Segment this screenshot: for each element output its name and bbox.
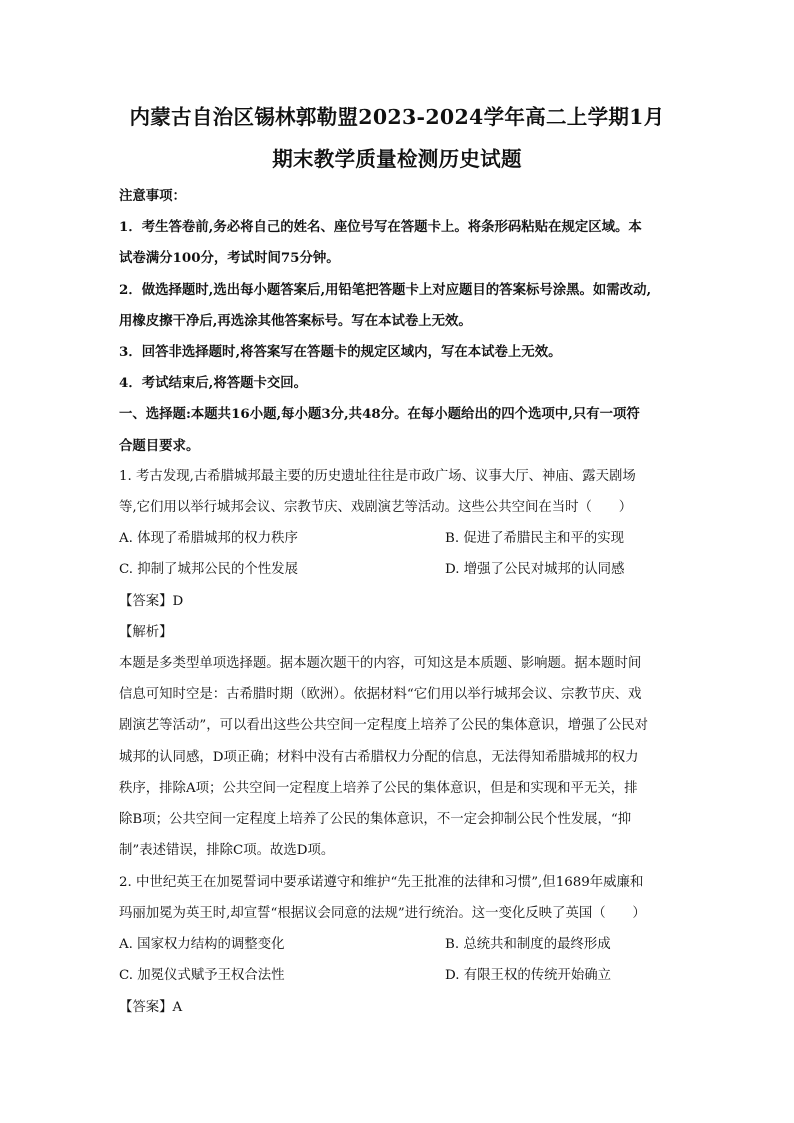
question-1-analysis-line: 剧演艺等活动”，可以看出这些公共空间一定程度上培养了公民的集体意识，增强了公民对 [119,718,649,733]
question-1-stem-line1: 1. 考古发现,古希腊城邦最主要的历史遗址往往是市政广场、议事大厅、神庙、露天剧场 [119,469,636,484]
question-1-answer: 【答案】D [119,594,184,609]
notice-heading: 注意事项： [119,188,186,204]
question-1-option-c: C. 抑制了城邦公民的个性发展 [119,562,298,577]
exam-title-line1: 内蒙古自治区锡林郭勒盟2023-2024学年高二上学期1月 [129,105,665,129]
question-2-option-b: B. 总统共和制度的最终形成 [445,937,611,952]
question-1-stem-line2: 等,它们用以举行城邦会议、宗教节庆、戏剧演艺等活动。这些公共空间在当时（ ） [119,500,633,515]
question-2-option-c: C. 加冕仪式赋予王权合法性 [119,968,285,983]
question-2-option-d: D. 有限王权的传统开始确立 [445,968,612,983]
question-1-option-a: A. 体现了希腊城邦的权力秩序 [119,531,298,546]
notice-item-1-line1: 1．考生答卷前,务必将自己的姓名、座位号写在答题卡上。将条形码粘贴在规定区域。本 [119,219,642,235]
notice-item-2-line1: 2．做选择题时,选出每小题答案后,用铅笔把答题卡上对应题目的答案标号涂黑。如需改动, [119,282,652,298]
notice-item-3: 3．回答非选择题时,将答案写在答题卡的规定区域内，写在本试卷上无效。 [119,344,562,360]
question-1-analysis-line: 秩序，排除A项；公共空间一定程度上培养了公民的集体意识，但是和实现和平无关，排 [119,781,638,796]
notice-item-1-line2: 试卷满分100分，考试时间75分钟。 [119,250,340,266]
question-2-answer: 【答案】A [119,1000,183,1015]
notice-item-2-line2: 用橡皮擦干净后,再选涂其他答案标号。写在本试卷上无效。 [119,313,472,329]
section-heading-line2: 合题目要求。 [119,438,200,454]
exam-title-line2: 期末教学质量检测历史试题 [272,147,522,171]
question-2-stem-line2: 玛丽加冕为英王时,却宣誓“根据议会同意的法规”进行统治。这一变化反映了英国（ ） [119,906,646,921]
question-1-analysis-line: 本题是多类型单项选择题。据本题次题干的内容，可知这是本质题、影响题。据本题时间 [119,656,642,671]
question-1-analysis-label: 【解析】 [119,625,173,640]
question-2-stem-line1: 2. 中世纪英王在加冕誓词中要承诺遵守和维护“先王批准的法律和习惯”,但1689年威廉和 [119,875,644,890]
question-2-option-a: A. 国家权力结构的调整变化 [119,937,285,952]
question-1-analysis-line: 城邦的认同感，D项正确；材料中没有古希腊权力分配的信息，无法得知希腊城邦的权力 [119,750,639,765]
question-1-analysis-line: 信息可知时空是：古希腊时期（欧洲）。依据材料“它们用以举行城邦会议、宗教节庆、戏 [119,687,642,702]
question-1-analysis-line: 除B项；公共空间一定程度上培养了公民的集体意识，不一定会抑制公民个性发展，“抑 [119,812,632,827]
question-1-option-b: B. 促进了希腊民主和平的实现 [445,531,625,546]
section-heading-line1: 一、选择题:本题共16小题,每小题3分,共48分。在每小题给出的四个选项中,只有一项符 [119,406,640,422]
question-1-analysis-line: 制”表述错误，排除C项。故选D项。 [119,843,335,858]
notice-item-4: 4．考试结束后,将答题卡交回。 [119,375,308,391]
question-1-option-d: D. 增强了公民对城邦的认同感 [445,562,625,577]
